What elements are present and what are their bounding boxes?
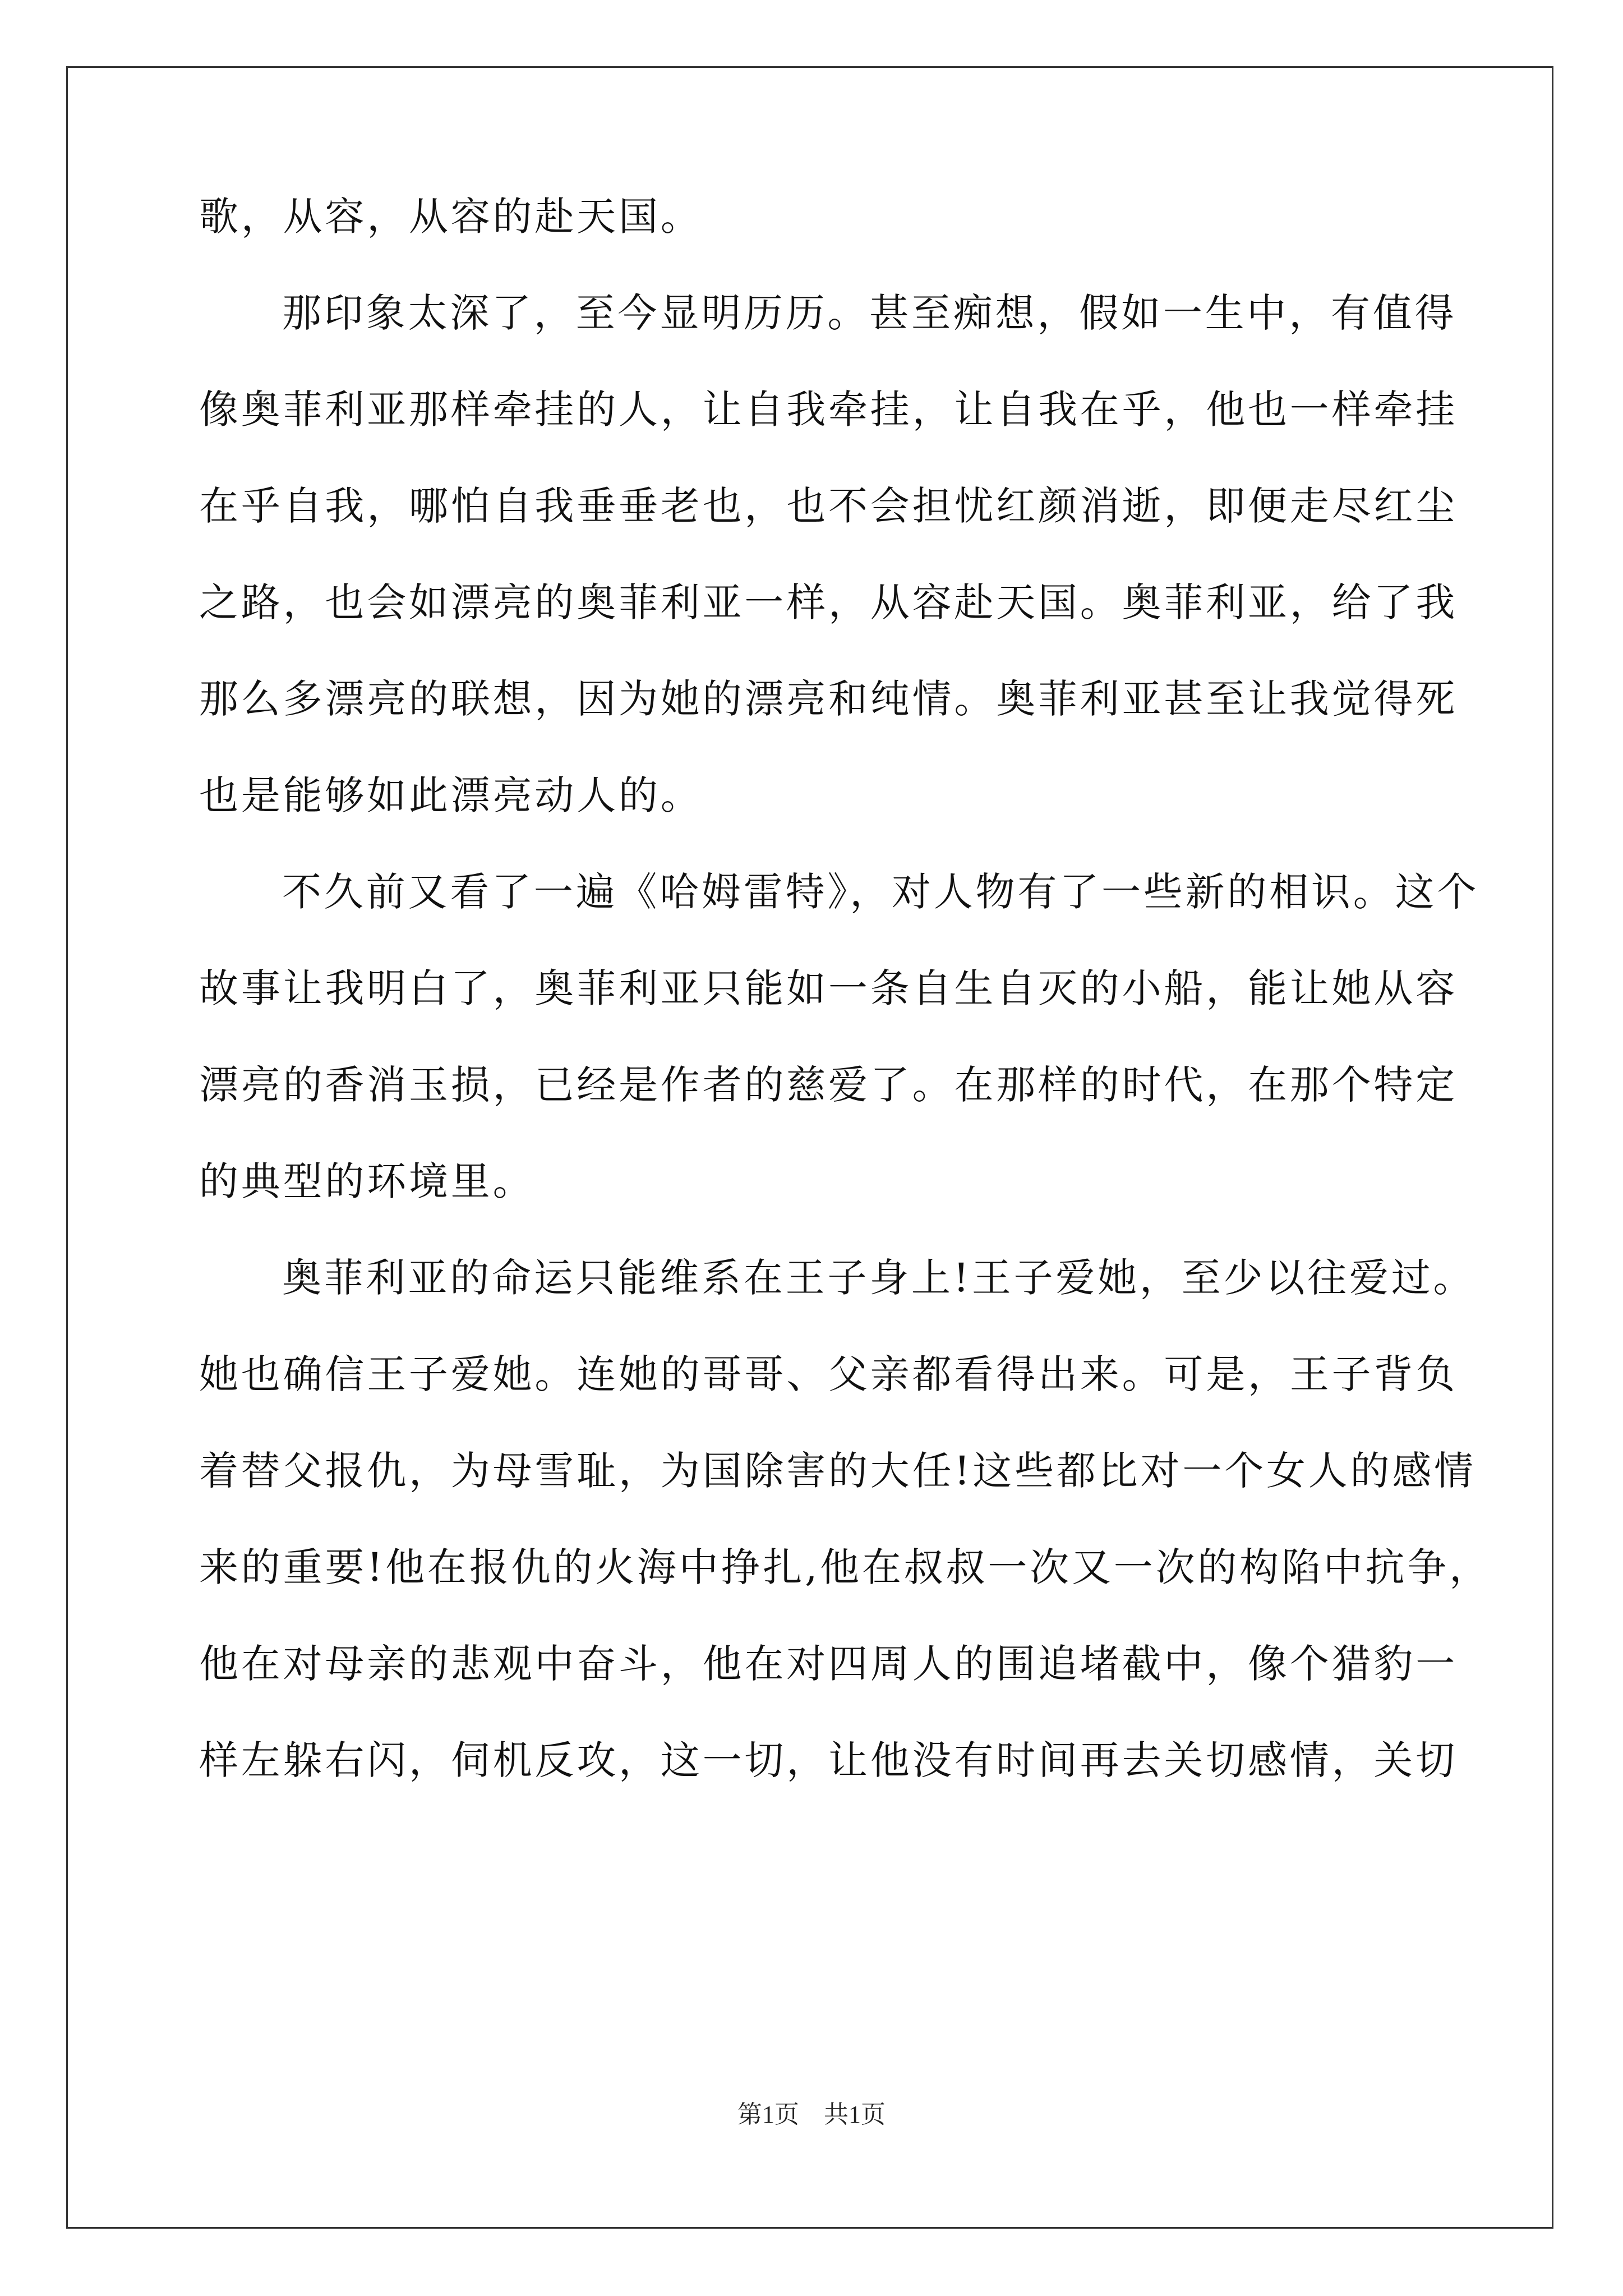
text-line: 故事让我明白了，奥菲利亚只能如一条自生自灭的小船，能让她从容: [199, 965, 1458, 1011]
text-line: 也是能够如此漂亮动人的。: [199, 772, 703, 818]
text-line: 的典型的环境里。: [199, 1158, 535, 1204]
text-line: 样左躲右闪，伺机反攻，这一切，让他没有时间再去关切感情，关切: [199, 1737, 1458, 1783]
text-line: 那印象太深了，至今显明历历。甚至痴想，假如一生中，有值得: [282, 290, 1457, 336]
text-line: 他在对母亲的悲观中奋斗，他在对四周人的围追堵截中，像个猎豹一: [199, 1641, 1458, 1687]
text-line: 奥菲利亚的命运只能维系在王子身上!王子爱她，至少以往爱过。: [282, 1255, 1476, 1301]
document-body: [199, 168, 1491, 1809]
text-line: 漂亮的香消玉损，已经是作者的慈爱了。在那样的时代，在那个特定: [199, 1062, 1458, 1108]
text-line: 之路，也会如漂亮的奥菲利亚一样，从容赴天国。奥菲利亚，给了我: [199, 579, 1458, 625]
page-number-footer: 第1页 共1页: [737, 2101, 886, 2128]
text-line: 那么多漂亮的联想，因为她的漂亮和纯情。奥菲利亚甚至让我觉得死: [199, 676, 1458, 722]
text-line: 不久前又看了一遍《哈姆雷特》，对人物有了一些新的相识。这个: [282, 869, 1479, 915]
text-line: 着替父报仇，为母雪耻，为国除害的大任!这些都比对一个女人的感情: [199, 1448, 1476, 1494]
text-line: 来的重要!他在报仇的火海中挣扎,他在叔叔一次又一次的构陷中抗争，: [199, 1544, 1491, 1590]
text-line: 她也确信王子爱她。连她的哥哥、父亲都看得出来。可是，王子背负: [199, 1351, 1458, 1397]
text-line: 歌，从容，从容的赴天国。: [199, 194, 703, 240]
text-line: 像奥菲利亚那样牵挂的人，让自我牵挂，让自我在乎，他也一样牵挂: [199, 386, 1458, 432]
text-line: 在乎自我，哪怕自我垂垂老也，也不会担忧红颜消逝，即便走尽红尘: [199, 483, 1458, 529]
